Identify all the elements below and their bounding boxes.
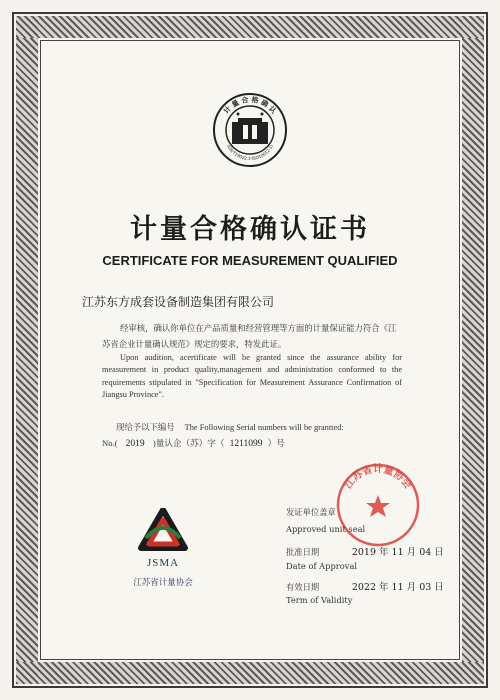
certificate-title-cn: 计量合格确认证书 xyxy=(130,214,370,245)
validity-label-cn: 有效日期 xyxy=(286,582,320,592)
approval-label-en: Date of Approval xyxy=(286,561,358,571)
serial-label xyxy=(116,421,344,433)
org-name-cn: 江苏省计量协会 xyxy=(133,578,193,588)
measurement-emblem-icon xyxy=(212,92,288,168)
approval-date: 2019 年 11 月 04 日 xyxy=(351,547,444,558)
jsma-logo-icon xyxy=(138,508,188,552)
number-year: 2019 xyxy=(125,439,145,449)
seal-star-icon xyxy=(366,495,390,517)
certificate-title-en: CERTIFICATE FOR MEASUREMENT QUALIFIED xyxy=(102,253,398,268)
body-paragraph-cn: 经审核，确认你单位在产品质量和经营管理等方面的计量保证能力符合《江苏省企业计量确认规范》规定的要求，特发此证。 xyxy=(102,323,397,349)
emblem-standard-text: (GB/T19022.1-ISO10012-1) xyxy=(225,143,275,162)
approval-date-row xyxy=(286,544,444,558)
number-code: 1211099 xyxy=(229,439,263,449)
company-name: 江苏东方成套设备制造集团有限公司 xyxy=(82,295,275,309)
number-prefix: No.( xyxy=(102,438,118,448)
validity-date-row xyxy=(286,579,444,593)
emblem-ring-text: 计 量 合 格 确 认 xyxy=(222,95,278,116)
org-abbr: JSMA xyxy=(146,557,180,569)
seal-text: 江苏省计量协会 xyxy=(342,464,414,491)
number-mid: )量认企（苏）字（ xyxy=(152,438,225,448)
serial-label-en: The Following Serial numbers will be grantted: xyxy=(184,423,344,432)
validity-date: 2022 年 11 月 03 日 xyxy=(351,582,444,593)
validity-label-en: Term of Validity xyxy=(286,595,353,605)
serial-label-cn: 现给予以下编号 xyxy=(116,422,175,432)
unit-seal-label-cn: 发证单位盖章 xyxy=(286,507,336,517)
number-suffix: ）号 xyxy=(267,438,285,448)
certificate-number xyxy=(102,437,285,449)
approval-label-cn: 批准日期 xyxy=(286,547,320,557)
svg-text:江苏省计量协会 xyxy=(341,462,415,491)
body-paragraph-en: Upon audition, acertificate will be granted since the assurance ability for measurement in product quality,management and administration conformed to the requirements stipulated in "Specification for Measurement Assurance Confirmation of Jiangsu Province". xyxy=(102,353,402,399)
official-red-seal xyxy=(335,462,421,548)
unit-seal-label-en: Approved unit seal xyxy=(286,524,366,534)
